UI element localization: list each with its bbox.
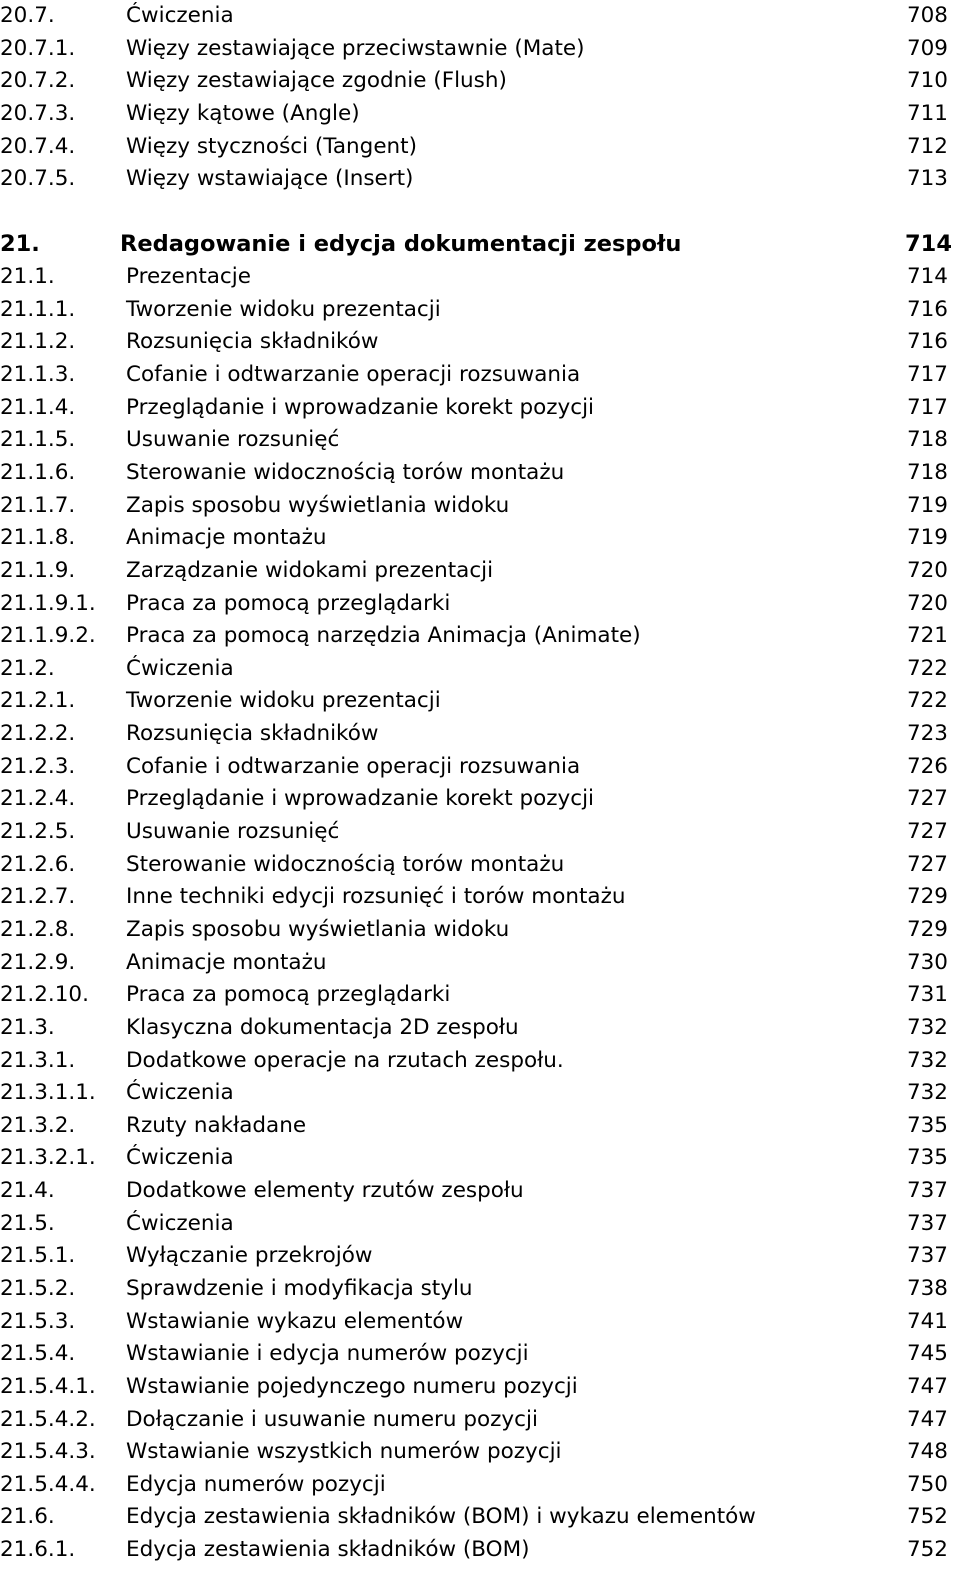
entry-title: Praca za pomocą przeglądarki [126,590,451,616]
toc-entry[interactable] [0,424,960,457]
toc-entry[interactable] [0,1501,960,1534]
entry-title: Dodatkowe elementy rzutów zespołu [126,1178,524,1204]
entry-number: 21.2.5. [0,819,76,845]
entry-title: Zapis sposobu wyświetlania widoku [126,492,510,518]
toc-entry[interactable] [0,1208,960,1241]
entry-title: Ćwiczenia [126,655,234,681]
entry-number: 21.1.5. [0,427,76,453]
entry-title: Wstawianie i edycja numerów pozycji [126,1341,529,1367]
toc-entry[interactable] [0,294,960,327]
entry-title: Więzy styczności (Tangent) [126,133,417,159]
entry-page-number: 729 [906,916,948,942]
entry-page-number: 718 [906,427,948,453]
toc-entry[interactable] [0,1175,960,1208]
entry-number: 21.2.3. [0,753,76,779]
entry-number: 21.5.1. [0,1243,76,1269]
entry-number: 21.3.1. [0,1047,76,1073]
toc-entry[interactable] [0,522,960,555]
entry-page-number: 719 [906,492,948,518]
entry-page-number: 718 [906,459,948,485]
entry-number: 21.1.7. [0,492,76,518]
entry-number: 21.1.9.2. [0,623,96,649]
entry-title: Wstawianie pojedynczego numeru pozycji [126,1373,578,1399]
entry-page-number: 735 [906,1145,948,1171]
toc-entry[interactable] [0,392,960,425]
entry-page-number: 752 [906,1504,948,1530]
toc-entry[interactable] [0,718,960,751]
entry-number: 21.1.3. [0,362,76,388]
entry-number: 21.1.6. [0,459,76,485]
toc-entry[interactable] [0,947,960,980]
entry-number: 21.2.6. [0,851,76,877]
entry-title: Usuwanie rozsunięć [126,427,340,453]
entry-title: Tworzenie widoku prezentacji [126,688,441,714]
toc-entry[interactable] [0,849,960,882]
entry-title: Wstawianie wszystkich numerów pozycji [126,1439,562,1465]
toc-section-20-7 [0,0,960,196]
chapter-page-number: 714 [905,231,952,258]
entry-number: 21.5.2. [0,1275,76,1301]
entry-page-number: 717 [906,394,948,420]
entry-title: Ćwiczenia [126,1080,234,1106]
entry-number: 21.1.4. [0,394,76,420]
entry-number: 20.7. [0,3,55,28]
entry-page-number: 750 [906,1471,948,1497]
entry-number: 21.2.2. [0,721,76,747]
entry-page-number: 719 [906,525,948,551]
entry-title: Tworzenie widoku prezentacji [126,296,441,322]
entry-page-number: 727 [906,851,948,877]
entry-title: Praca za pomocą przeglądarki [126,982,451,1008]
entry-title: Więzy kątowe (Angle) [126,100,360,126]
toc-entry[interactable] [0,98,960,131]
toc-entry[interactable] [0,33,960,66]
entry-page-number: 737 [906,1243,948,1269]
toc-entry[interactable] [0,685,960,718]
toc-entry[interactable] [0,881,960,914]
entry-number: 21.5.3. [0,1308,76,1334]
entry-page-number: 745 [906,1341,948,1367]
toc-entry[interactable] [0,1469,960,1502]
entry-page-number: 712 [906,133,948,159]
entry-number: 21.2.8. [0,916,76,942]
entry-page-number: 732 [906,1080,948,1106]
entry-page-number: 730 [906,949,948,975]
entry-page-number: 721 [906,623,948,649]
entry-title: Inne techniki edycji rozsunięć i torów montażu [126,884,626,910]
toc-entry[interactable] [0,0,960,33]
entry-page-number: 727 [906,786,948,812]
entry-number: 21.3. [0,1014,55,1040]
entry-title: Edycja zestawienia składników (BOM) i wykazu elementów [126,1504,756,1530]
toc-entry[interactable] [0,1534,960,1567]
entry-page-number: 732 [906,1014,948,1040]
entry-number: 21.2.10. [0,982,89,1008]
entry-page-number: 723 [906,721,948,747]
entry-title: Sterowanie widocznością torów montażu [126,851,565,877]
toc-entry[interactable] [0,1404,960,1437]
entry-page-number: 722 [906,688,948,714]
entry-title: Prezentacje [126,264,251,290]
entry-title: Przeglądanie i wprowadzanie korekt pozycji [126,786,595,812]
entry-number: 21.6. [0,1504,55,1530]
entry-title: Edycja numerów pozycji [126,1471,386,1497]
entry-page-number: 709 [906,35,948,61]
toc-entry[interactable] [0,1012,960,1045]
entry-title: Zapis sposobu wyświetlania widoku [126,916,510,942]
entry-title: Sprawdzenie i modyfikacja stylu [126,1275,473,1301]
toc-entry[interactable] [0,326,960,359]
entry-page-number: 741 [906,1308,948,1334]
entry-page-number: 720 [906,557,948,583]
toc-entry[interactable] [0,1436,960,1469]
entry-number: 21.5.4.2. [0,1406,96,1432]
entry-title: Więzy zestawiające przeciwstawnie (Mate) [126,35,585,61]
entry-title: Rozsunięcia składników [126,721,379,747]
toc-entry[interactable] [0,1077,960,1110]
toc-entry[interactable] [0,457,960,490]
entry-page-number: 747 [906,1406,948,1432]
entry-number: 21.1.1. [0,296,76,322]
entry-page-number: 748 [906,1439,948,1465]
toc-entry[interactable] [0,261,960,294]
toc-entry[interactable] [0,1306,960,1339]
toc-entry[interactable] [0,490,960,523]
entry-number: 21.5.4.3. [0,1439,96,1465]
entry-page-number: 722 [906,655,948,681]
entry-number: 21.5.4.1. [0,1373,96,1399]
entry-title: Więzy zestawiające zgodnie (Flush) [126,68,507,94]
entry-number: 21.6.1. [0,1537,76,1563]
entry-number: 21.3.2. [0,1112,76,1138]
entry-title: Dołączanie i usuwanie numeru pozycji [126,1406,538,1432]
entry-number: 21.4. [0,1178,55,1204]
entry-number: 21.1.9.1. [0,590,96,616]
entry-page-number: 752 [906,1537,948,1563]
entry-number: 20.7.5. [0,166,76,192]
entry-page-number: 717 [906,362,948,388]
entry-title: Klasyczna dokumentacja 2D zespołu [126,1014,519,1040]
entry-number: 21.1.2. [0,329,76,355]
entry-title: Rzuty nakładane [126,1112,307,1138]
entry-title: Więzy wstawiające (Insert) [126,166,414,192]
entry-number: 20.7.4. [0,133,76,159]
entry-title: Dodatkowe operacje na rzutach zespołu. [126,1047,564,1073]
toc-chapter-heading[interactable] [0,228,960,261]
entry-title: Edycja zestawienia składników (BOM) [126,1537,530,1563]
entry-number: 21.5.4.4. [0,1471,96,1497]
entry-number: 21.2.1. [0,688,76,714]
entry-page-number: 732 [906,1047,948,1073]
chapter-title: Redagowanie i edycja dokumentacji zespołu [120,231,682,258]
entry-page-number: 711 [906,100,948,126]
entry-title: Ćwiczenia [126,1145,234,1171]
toc-entry[interactable] [0,65,960,98]
entry-number: 21.5.4. [0,1341,76,1367]
toc-section-21 [0,261,960,1567]
entry-title: Ćwiczenia [126,1210,234,1236]
entry-page-number: 716 [906,329,948,355]
toc-entry[interactable] [0,1045,960,1078]
toc-entry[interactable] [0,816,960,849]
toc-entry[interactable] [0,783,960,816]
entry-number: 21.3.1.1. [0,1080,96,1106]
entry-number: 20.7.1. [0,35,76,61]
toc-entry[interactable] [0,1142,960,1175]
entry-number: 21.1. [0,264,55,290]
entry-page-number: 737 [906,1178,948,1204]
toc-entry[interactable] [0,653,960,686]
entry-title: Praca za pomocą narzędzia Animacja (Animate) [126,623,641,649]
toc-entry[interactable] [0,751,960,784]
entry-title: Usuwanie rozsunięć [126,819,340,845]
toc-entry[interactable] [0,131,960,164]
entry-number: 21.2. [0,655,55,681]
toc-entry[interactable] [0,979,960,1012]
toc-entry[interactable] [0,163,960,196]
entry-title: Przeglądanie i wprowadzanie korekt pozycji [126,394,595,420]
entry-title: Wstawianie wykazu elementów [126,1308,464,1334]
entry-number: 21.2.7. [0,884,76,910]
entry-page-number: 735 [906,1112,948,1138]
toc-entry[interactable] [0,1240,960,1273]
entry-title: Cofanie i odtwarzanie operacji rozsuwania [126,753,581,779]
chapter-number: 21. [0,231,40,258]
section-gap [0,196,960,229]
toc-entry[interactable] [0,1338,960,1371]
toc-entry[interactable] [0,555,960,588]
entry-number: 21.5. [0,1210,55,1236]
entry-number: 21.2.9. [0,949,76,975]
toc-entry[interactable] [0,620,960,653]
entry-page-number: 727 [906,819,948,845]
entry-number: 20.7.2. [0,68,76,94]
entry-page-number: 713 [906,166,948,192]
toc-entry[interactable] [0,914,960,947]
entry-page-number: 714 [906,264,948,290]
entry-page-number: 726 [906,753,948,779]
entry-page-number: 729 [906,884,948,910]
entry-title: Cofanie i odtwarzanie operacji rozsuwania [126,362,581,388]
toc-entry[interactable] [0,588,960,621]
toc-entry[interactable] [0,1371,960,1404]
entry-page-number: 731 [906,982,948,1008]
entry-page-number: 716 [906,296,948,322]
entry-page-number: 737 [906,1210,948,1236]
entry-page-number: 710 [906,68,948,94]
entry-number: 21.1.8. [0,525,76,551]
entry-title: Ćwiczenia [126,3,234,28]
entry-number: 21.2.4. [0,786,76,812]
entry-title: Zarządzanie widokami prezentacji [126,557,494,583]
entry-page-number: 747 [906,1373,948,1399]
entry-number: 20.7.3. [0,100,76,126]
entry-number: 21.1.9. [0,557,76,583]
entry-page-number: 738 [906,1275,948,1301]
toc-entry[interactable] [0,359,960,392]
entry-title: Rozsunięcia składników [126,329,379,355]
entry-page-number: 708 [906,3,948,28]
toc-entry[interactable] [0,1273,960,1306]
toc-entry[interactable] [0,1110,960,1143]
entry-title: Wyłączanie przekrojów [126,1243,373,1269]
entry-title: Animacje montażu [126,949,327,975]
entry-page-number: 720 [906,590,948,616]
entry-title: Animacje montażu [126,525,327,551]
entry-title: Sterowanie widocznością torów montażu [126,459,565,485]
entry-number: 21.3.2.1. [0,1145,96,1171]
